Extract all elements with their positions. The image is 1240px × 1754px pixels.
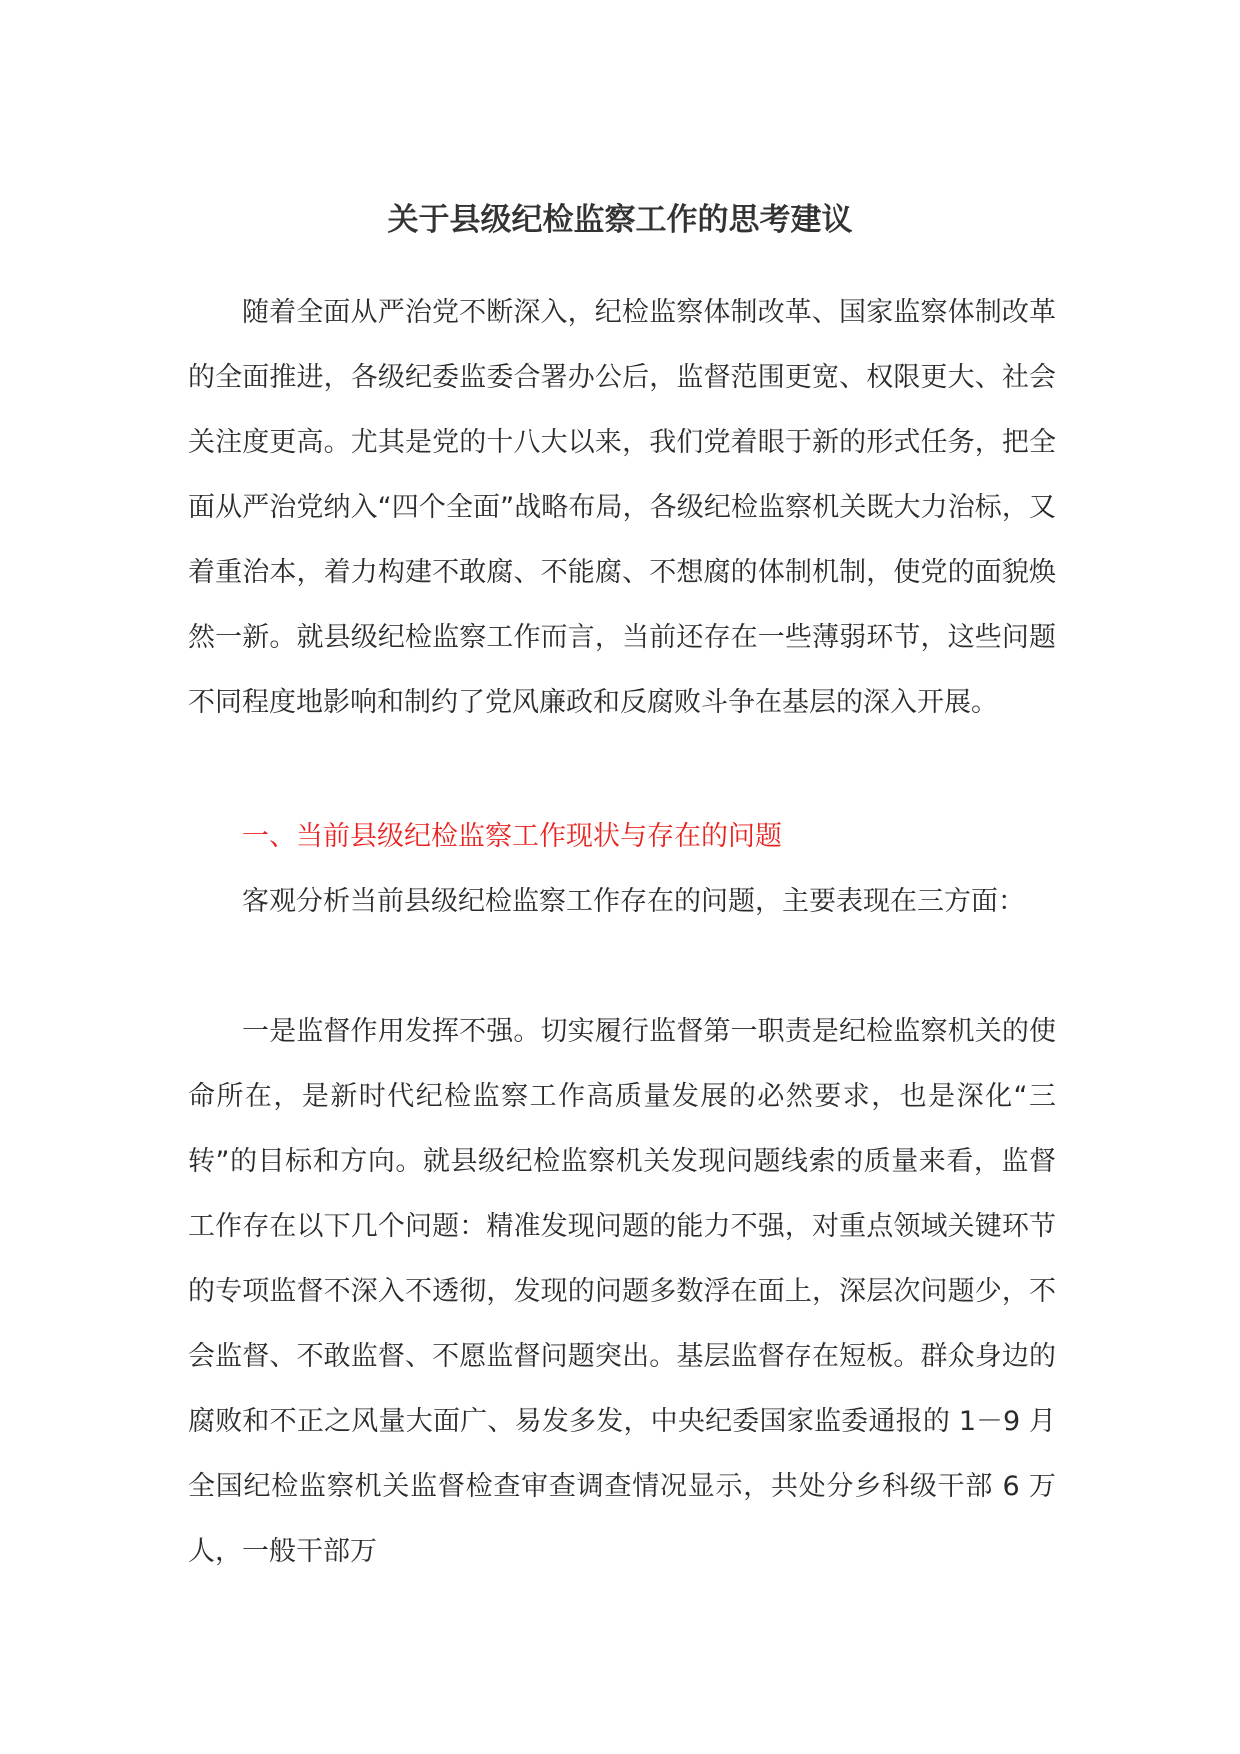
- section-heading: 一、当前县级纪检监察工作现状与存在的问题: [242, 821, 782, 852]
- supervision-paragraph: 一是监督作用发挥不强。切实履行监督第一职责是纪检监察机关的使命所在，是新时代纪检监察工作高质量发展的必然要求，也是深化“三转”的目标和方向。就县级纪检监察机关发现问题线索的质量来看，监督工作存在以下几个问题：精准发现问题的能力不强，对重点领域关键环节的专项监督不深入不透彻，发现的问题多数浮在面上，深层次问题少，不会监督、不敢监督、不愿监督问题突出。基层监督存在短板。群众身边的腐败和不正之风量大面广、易发多发，中央纪委国家监委通报的 1－9 月全国纪检监察机关监督检查审查调查情况显示，共处分乡科级干部 6 万人，一般干部万: [188, 1016, 1056, 1567]
- intro-paragraph: 随着全面从严治党不断深入，纪检监察体制改革、国家监察体制改革的全面推进，各级纪委监委合署办公后，监督范围更宽、权限更大、社会关注度更高。尤其是党的十八大以来，我们党着眼于新的形式任务，把全面从严治党纳入“四个全面”战略布局，各级纪检监察机关既大力治标，又着重治本，着力构建不敢腐、不能腐、不想腐的体制机制，使党的面貌焕然一新。就县级纪检监察工作而言，当前还存在一些薄弱环节，这些问题不同程度地影响和制约了党风廉政和反腐败斗争在基层的深入开展。: [188, 297, 1056, 718]
- analysis-paragraph: 客观分析当前县级纪检监察工作存在的问题，主要表现在三方面：: [242, 886, 1025, 917]
- document-title: 关于县级纪检监察工作的思考建议: [387, 202, 853, 238]
